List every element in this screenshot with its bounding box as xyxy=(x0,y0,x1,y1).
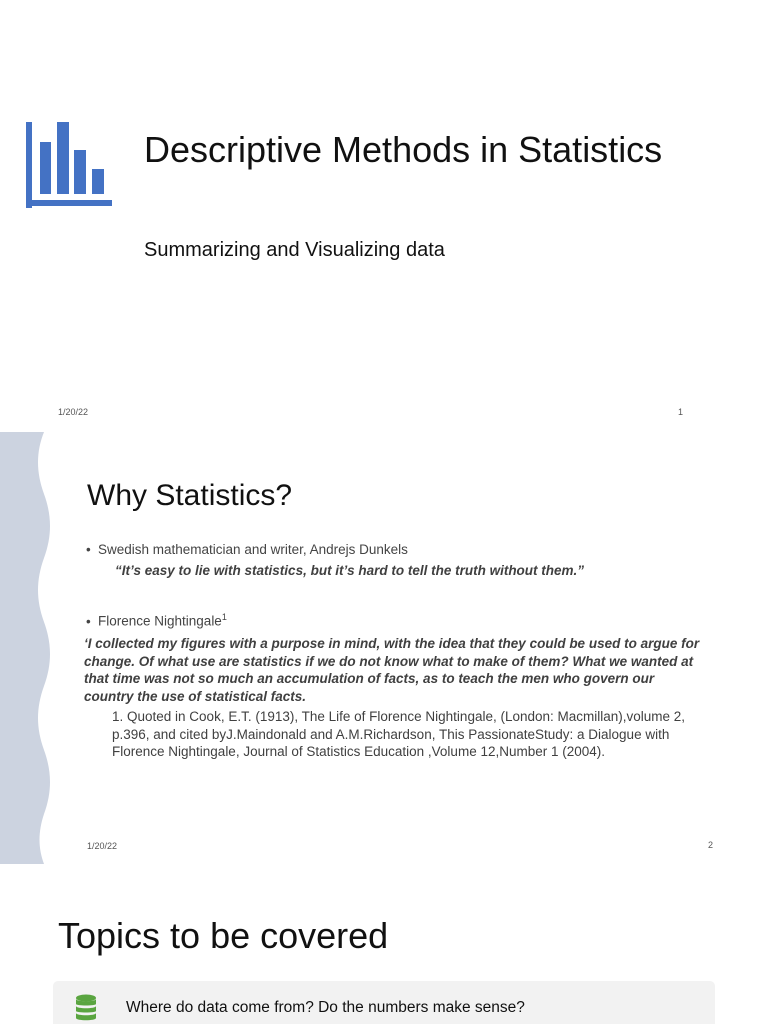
slide-subtitle: Summarizing and Visualizing data xyxy=(144,239,445,261)
slide-title: Topics to be covered xyxy=(58,915,389,956)
slide-3 xyxy=(0,864,768,1024)
slide-2 xyxy=(0,432,768,864)
citation: 1. Quoted in Cook, E.T. (1913), The Life of Florence Nightingale, (London: Macmillan),volume 2, p.396, and cited byJ.Maindonald and A.M.Richardson, This PassionateStudy: a Dialogue with Florence Nightingale, Journal of Statistics Education ,Volume 12,Number 1 (2004). xyxy=(112,709,686,759)
slide-number: 1 xyxy=(678,407,684,417)
bullet-marker: • xyxy=(86,542,91,557)
slide-title: Why Statistics? xyxy=(87,479,293,512)
database-icon xyxy=(75,994,97,1022)
slide-date: 1/20/22 xyxy=(87,841,118,851)
slide-title: Descriptive Methods in Statistics xyxy=(144,129,663,170)
bullet-text: Swedish mathematician and writer, Andrejs Dunkels xyxy=(98,542,408,557)
bullet-text: Florence Nightingale xyxy=(98,613,222,629)
quote-nightingale: ‘I collected my figures with a purpose in mind, with the idea that they could be used to argue for change. Of what use are statistics if we do not know what to make of them? What we wanted at that time was not so much an accumulation of facts, as to teach the men who govern our country the use of statistical facts. xyxy=(84,636,700,704)
bar-chart-icon xyxy=(26,122,112,208)
footnote-marker: 1 xyxy=(221,612,227,622)
slide-number: 2 xyxy=(708,840,714,850)
bullet-marker: • xyxy=(86,613,91,629)
quote-dunkels: “It’s easy to lie with statistics, but it’s hard to tell the truth without them.” xyxy=(115,563,585,578)
topic-text: Where do data come from? Do the numbers make sense? xyxy=(126,999,525,1016)
decorative-wave-band xyxy=(0,432,60,864)
bullet-item xyxy=(86,608,227,631)
slide-1 xyxy=(0,0,768,432)
slide-date: 1/20/22 xyxy=(58,407,89,417)
bullet-item xyxy=(86,541,408,559)
